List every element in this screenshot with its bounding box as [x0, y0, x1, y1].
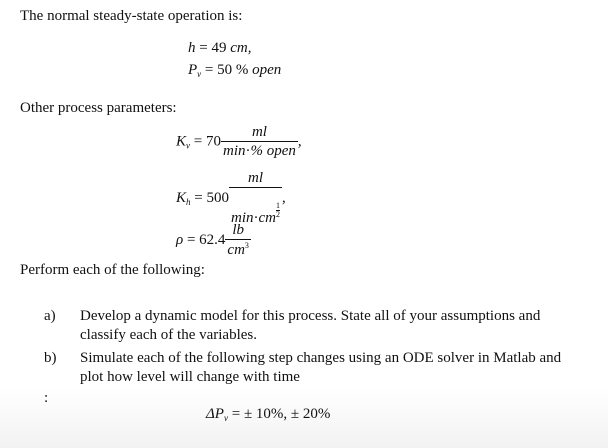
kh-exponent: $\frac{1}{2}$	[275, 201, 280, 220]
task-b-line1: Simulate each of the following step changes using an ODE solver in Matlab and	[80, 350, 562, 366]
rho-equation: ρ = 62.4 $\frac{lb}{cm^3}$	[176, 222, 249, 259]
rho-fraction: $\frac{lb}{cm^3}$	[227, 222, 249, 259]
task-b-marker: b)	[44, 350, 57, 366]
other-params-heading: Other process parameters:	[20, 100, 177, 116]
step-change-equation: $\Delta P_v$ = ± 10%, ± 20%	[206, 406, 331, 423]
kv-equation: $K_v = 70$ $\frac{ml}{\text{min·\% open}}$ ,	[176, 124, 302, 160]
kh-fraction: ml min·cm $\frac{1}{2}$	[230, 170, 280, 227]
kv-fraction: $\frac{ml}{\text{min·\% open}}$	[222, 124, 296, 160]
task-a-marker: a)	[44, 308, 56, 324]
kh-equation: $K_h = 500$ ml min·cm $\frac{1}{2}$ ,	[176, 170, 286, 227]
perform-heading: Perform each of the following:	[20, 262, 205, 278]
task-a-line2: classify each of the variables.	[80, 327, 258, 343]
intro-text: The normal steady-state operation is:	[20, 8, 243, 24]
task-a-line1: Develop a dynamic model for this process. State all of your assumptions and	[80, 308, 541, 324]
steady-state-pv: $P_v = 50$ % open	[188, 62, 282, 79]
task-b-line2: plot how level will change with time	[80, 369, 300, 385]
colon-marker: :	[44, 390, 49, 406]
steady-state-h: h = 49 cm,	[188, 40, 252, 56]
